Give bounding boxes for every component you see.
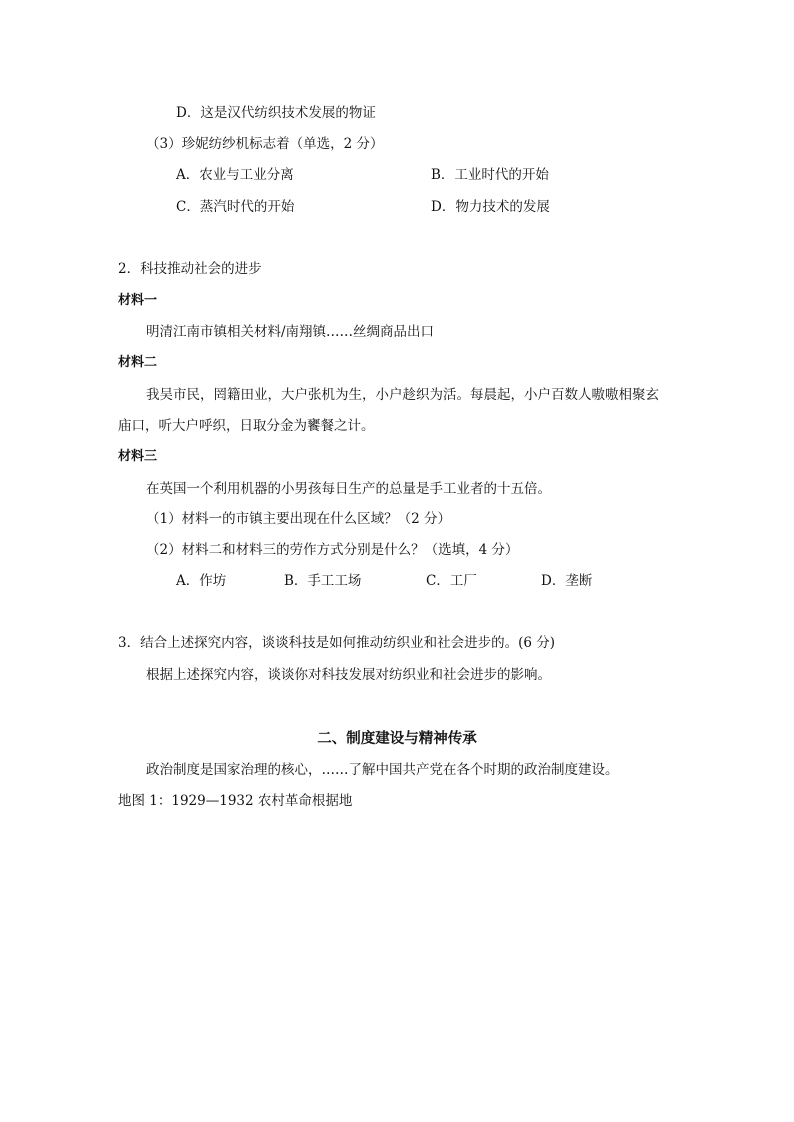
option-a: A．农业与工业分离	[176, 167, 294, 183]
material-2-text-line-2: 庙口，听大户呼织，日取分金为饔餐之计。	[118, 418, 375, 434]
option-c: C．蒸汽时代的开始	[176, 199, 295, 215]
material-1-label: 材料一	[118, 293, 158, 308]
material-3-text: 在英国一个利用机器的小男孩每日生产的总量是手工业者的十五倍。	[146, 481, 551, 497]
sub-question-1: （1）材料一的市镇主要出现在什么区域？（2 分）	[146, 511, 451, 527]
sub-question-2: （2）材料二和材料三的劳作方式分别是什么？（选填，4 分）	[146, 542, 519, 558]
choice-b: B．手工工场	[284, 573, 362, 589]
choice-c: C．工厂	[426, 573, 477, 589]
question-2-heading: 2．科技推动社会的进步	[118, 261, 262, 277]
material-2-label: 材料二	[118, 355, 158, 370]
option-b: B．工业时代的开始	[431, 167, 549, 183]
question-3-text: 根据上述探究内容，谈谈你对科技发展对纺织业和社会进步的影响。	[146, 667, 551, 683]
sub-question-3: （3）珍妮纺纱机标志着（单选，2 分）	[146, 136, 384, 152]
map-caption: 地图 1：1929—1932 农村革命根据地	[118, 793, 353, 809]
section-2-intro: 政治制度是国家治理的核心，……了解中国共产党在各个时期的政治制度建设。	[146, 762, 619, 778]
material-1-text: 明清江南市镇相关材料/南翔镇……丝绸商品出口	[146, 324, 435, 340]
section-2-title: 二、制度建设与精神传承	[317, 731, 477, 747]
material-2-text-line-1: 我吴市民，罔籍田业，大户张机为生，小户趁织为活。每晨起，小户百数人嗷嗷相聚玄	[146, 387, 659, 403]
question-3-heading: 3．结合上述探究内容，谈谈科技是如何推动纺织业和社会进步的。(6 分)	[118, 635, 556, 651]
option-d: D．这是汉代纺织技术发展的物证	[176, 105, 376, 121]
choice-d: D．垄断	[541, 573, 593, 589]
material-3-label: 材料三	[118, 449, 158, 464]
option-d-2: D．物力技术的发展	[431, 199, 550, 215]
choice-a: A．作坊	[176, 573, 227, 589]
